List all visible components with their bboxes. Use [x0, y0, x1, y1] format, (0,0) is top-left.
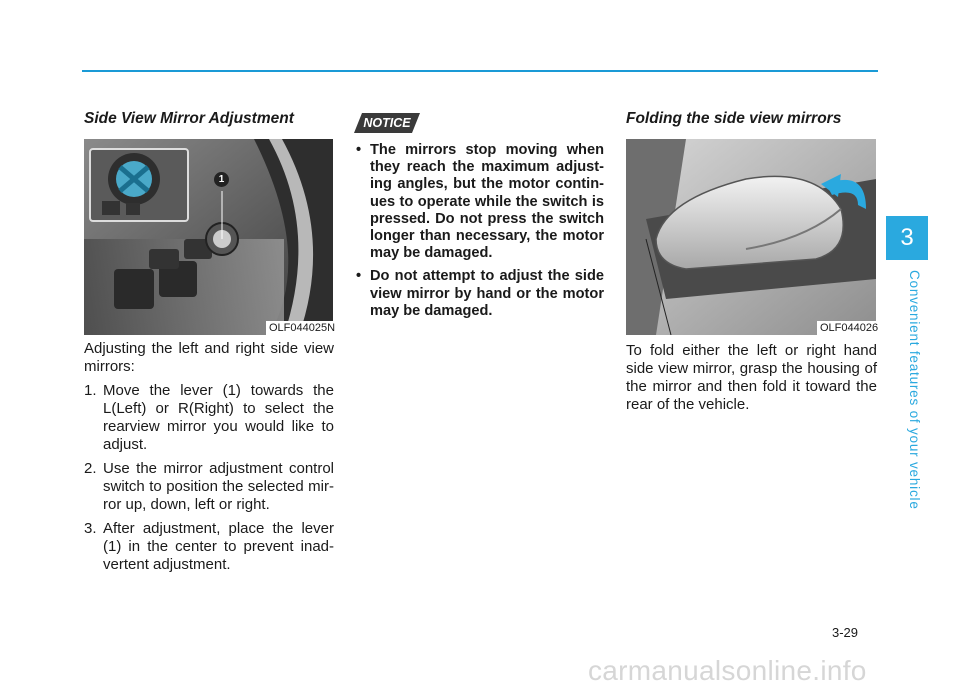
list-item — [84, 382, 334, 454]
chapter-title: Convenient features of your vehicle — [907, 270, 922, 510]
watermark: carmanualsonline.info — [588, 655, 867, 686]
left-body — [84, 340, 334, 574]
step-number: 2. — [84, 460, 97, 477]
right-figure-caption: OLF044026 — [817, 321, 881, 335]
chapter-tab[interactable]: 3 — [886, 216, 928, 260]
callout-1: 1 — [214, 172, 229, 187]
right-body — [626, 342, 877, 414]
step-number: 3. — [84, 520, 97, 537]
notice-label: NOTICE — [363, 116, 411, 130]
step-text: After adjustment, place the lever (1) in the center to prevent inad-vertent adjustment. — [103, 520, 334, 573]
top-rule — [82, 70, 878, 72]
step-text: Move the lever (1) towards the L(Left) or R(Right) to select the rearview mirror you would like to adjust. — [103, 382, 334, 453]
list-item — [356, 268, 604, 320]
bullet-mark: • — [356, 142, 362, 158]
bullet-text: Do not attempt to adjust the side view mirror by hand or the motor may be damaged. — [370, 268, 604, 319]
right-heading: Folding the side view mirrors — [626, 110, 842, 127]
folding-mirror-figure — [626, 139, 876, 335]
list-item — [84, 460, 334, 514]
list-item — [84, 520, 334, 574]
notice-bullets — [356, 142, 604, 326]
step-number: 1. — [84, 382, 97, 399]
left-figure-caption: OLF044025N — [266, 321, 338, 335]
right-paragraph: To fold either the left or right hand side view mirror, grasp the housing of the mirror and then fold it toward the rear of the vehicle. — [626, 342, 877, 413]
bullet-text: The mirrors stop moving when they reach the maximum adjust-ing angles, but the motor contin-ues to operate while the switch is pressed. Do not press the switch longer than necessary, the motor may be damaged. — [370, 142, 604, 262]
mirror-switch-figure — [84, 139, 333, 335]
left-intro: Adjusting the left and right side view mirrors: — [84, 340, 334, 375]
page-number: 3-29 — [832, 625, 859, 640]
list-item — [356, 142, 604, 262]
bullet-mark: • — [356, 268, 362, 285]
left-heading: Side View Mirror Adjustment — [84, 110, 294, 127]
step-text: Use the mirror adjustment control switch to position the selected mir-ror up, down, left or right. — [103, 460, 334, 513]
